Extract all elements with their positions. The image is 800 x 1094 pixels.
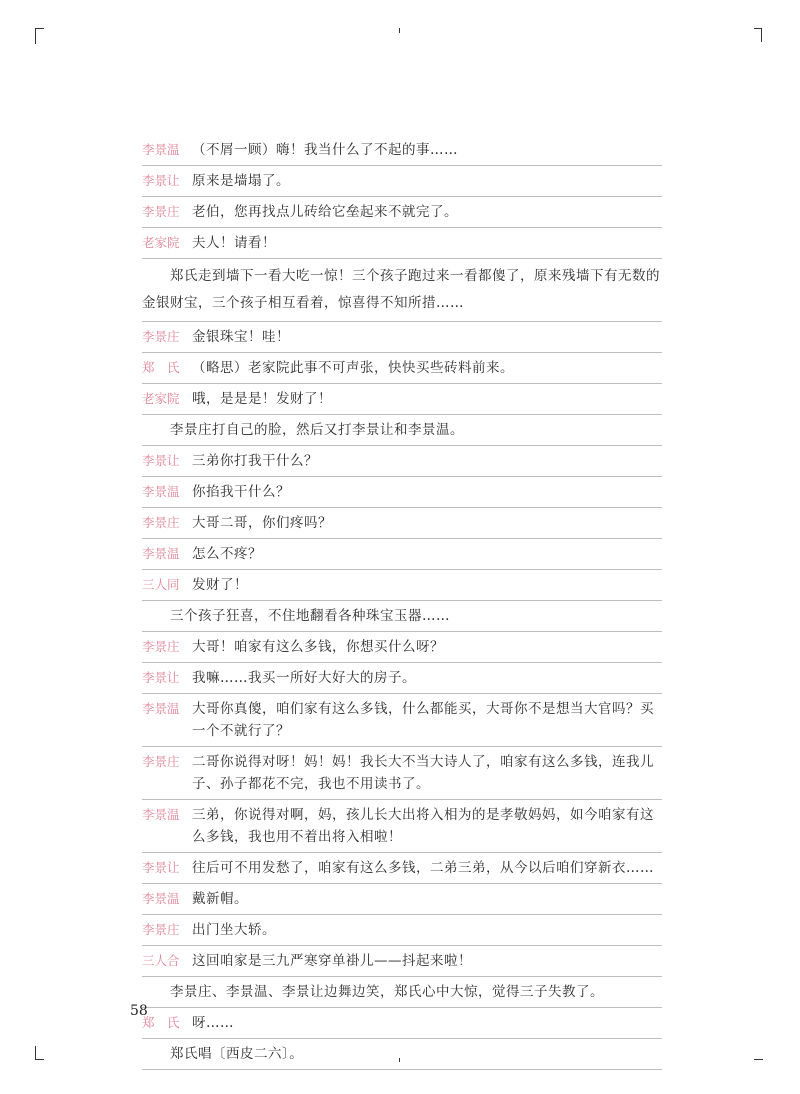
stage-direction-text: 郑氏唱〔西皮二六〕。 <box>170 1046 304 1062</box>
dialogue-text: 出门坐大轿。 <box>192 922 276 938</box>
page-number: 58 <box>130 1003 148 1019</box>
dialogue-line <box>142 446 662 477</box>
crop-mark-top-left-h <box>35 28 44 29</box>
dialogue-line <box>142 747 662 800</box>
dialogue-line <box>142 384 662 415</box>
speaker-label: 李景让 <box>142 173 180 188</box>
dialogue-line <box>142 800 662 853</box>
speaker-label: 李景温 <box>142 807 180 822</box>
speaker-label: 李景庄 <box>142 515 180 530</box>
dialogue-text: 发财了！ <box>192 577 248 593</box>
speaker-label: 李景让 <box>142 670 180 685</box>
dialogue-text: 夫人！请看！ <box>192 235 276 251</box>
crop-mark-bottom-left-h <box>35 1059 44 1060</box>
dialogue-line <box>142 477 662 508</box>
speaker-label: 李景温 <box>142 701 180 716</box>
dialogue-text: 怎么不疼？ <box>192 546 262 562</box>
dialogue-line <box>142 166 662 197</box>
dialogue-line <box>142 508 662 539</box>
crop-mark-bottom-right-h <box>754 1059 763 1060</box>
stage-direction <box>142 977 662 1008</box>
speaker-label: 老家院 <box>142 391 180 406</box>
dialogue-text: 三弟你打我干什么？ <box>192 453 318 469</box>
speaker-label: 郑 氏 <box>142 360 180 375</box>
dialogue-line <box>142 228 662 259</box>
dialogue-line <box>142 570 662 601</box>
dialogue-text: 呀…… <box>192 1015 234 1031</box>
dialogue-line <box>142 915 662 946</box>
speaker-label: 李景让 <box>142 860 180 875</box>
speaker-label: 李景让 <box>142 453 180 468</box>
stage-direction-text: 李景庄、李景温、李景让边舞边笑，郑氏心中大惊，觉得三子失教了。 <box>170 984 604 1000</box>
dialogue-text: 你掐我干什么？ <box>192 484 290 500</box>
dialogue-line <box>142 663 662 694</box>
dialogue-text: 三弟，你说得对啊，妈，孩儿长大出将入相为的是孝敬妈妈，如今咱家有这么多钱，我也用不着出将入相啦！ <box>192 807 654 845</box>
speaker-label: 三人同 <box>142 577 180 592</box>
speaker-label: 李景庄 <box>142 922 180 937</box>
dialogue-line <box>142 946 662 977</box>
stage-direction-text: 李景庄打自己的脸，然后又打李景让和李景温。 <box>170 422 464 438</box>
speaker-label: 李景温 <box>142 142 180 157</box>
dialogue-text: 大哥！咱家有这么多钱，你想买什么呀？ <box>192 639 444 655</box>
dialogue-text: 戴新帽。 <box>192 891 248 907</box>
dialogue-line <box>142 884 662 915</box>
stage-direction-text: 郑氏走到墙下一看大吃一惊！三个孩子跑过来一看都傻了，原来残墙下有无数的金银财宝，三个孩子相互看着，惊喜得不知所措…… <box>142 268 660 311</box>
speaker-label: 李景温 <box>142 484 180 499</box>
crop-mark-bottom-left-v <box>35 1046 36 1060</box>
speaker-label: 老家院 <box>142 235 180 250</box>
dialogue-line <box>142 853 662 884</box>
dialogue-line <box>142 539 662 570</box>
speaker-label: 李景温 <box>142 546 180 561</box>
dialogue-text: （不屑一顾）嗨！我当什么了不起的事…… <box>192 142 458 158</box>
dialogue-text: 大哥你真傻，咱们家有这么多钱，什么都能买，大哥你不是想当大官吗？买一个不就行了？ <box>192 701 654 739</box>
stage-direction <box>142 415 662 446</box>
speaker-label: 李景庄 <box>142 754 180 769</box>
speaker-label: 三人合 <box>142 953 180 968</box>
stage-direction <box>142 259 662 322</box>
dialogue-text: 哦，是是是！发财了！ <box>192 391 332 407</box>
dialogue-text: 往后可不用发愁了，咱家有这么多钱，二弟三弟，从今以后咱们穿新衣…… <box>192 860 654 876</box>
dialogue-line <box>142 135 662 166</box>
dialogue-line <box>142 322 662 353</box>
stage-direction-text: 三个孩子狂喜，不住地翻看各种珠宝玉器…… <box>170 608 450 624</box>
crop-mark-top-right-v <box>761 28 762 42</box>
dialogue-line <box>142 632 662 663</box>
dialogue-line <box>142 694 662 747</box>
dialogue-text: 金银珠宝！哇！ <box>192 329 290 345</box>
speaker-label: 郑 氏 <box>142 1015 180 1030</box>
dialogue-text: 我嘛……我买一所好大好大的房子。 <box>192 670 416 686</box>
stage-direction <box>142 601 662 632</box>
dialogue-text: 二哥你说得对呀！妈！妈！我长大不当大诗人了，咱家有这么多钱，连我儿子、孙子都花不完，我也不用读书了。 <box>192 754 654 792</box>
stage-direction <box>142 1039 662 1070</box>
dialogue-text: （略思）老家院此事不可声张，快快买些砖料前来。 <box>192 360 514 376</box>
crop-mark-top-left-v <box>35 28 36 44</box>
speaker-label: 李景庄 <box>142 204 180 219</box>
speaker-label: 李景庄 <box>142 639 180 654</box>
speaker-label: 李景庄 <box>142 329 180 344</box>
dialogue-line <box>142 1008 662 1039</box>
dialogue-text: 这回咱家是三九严寒穿单褂儿——抖起来啦！ <box>192 953 472 969</box>
dialogue-line <box>142 353 662 384</box>
crop-mark-top-center <box>399 28 400 33</box>
crop-mark-top-right-h <box>754 28 762 29</box>
dialogue-text: 原来是墙塌了。 <box>192 173 290 189</box>
dialogue-text: 大哥二哥，你们疼吗？ <box>192 515 332 531</box>
speaker-label: 李景温 <box>142 891 180 906</box>
dialogue-line <box>142 197 662 228</box>
dialogue-text: 老伯，您再找点儿砖给它垒起来不就完了。 <box>192 204 458 220</box>
script-lines <box>142 135 662 1070</box>
